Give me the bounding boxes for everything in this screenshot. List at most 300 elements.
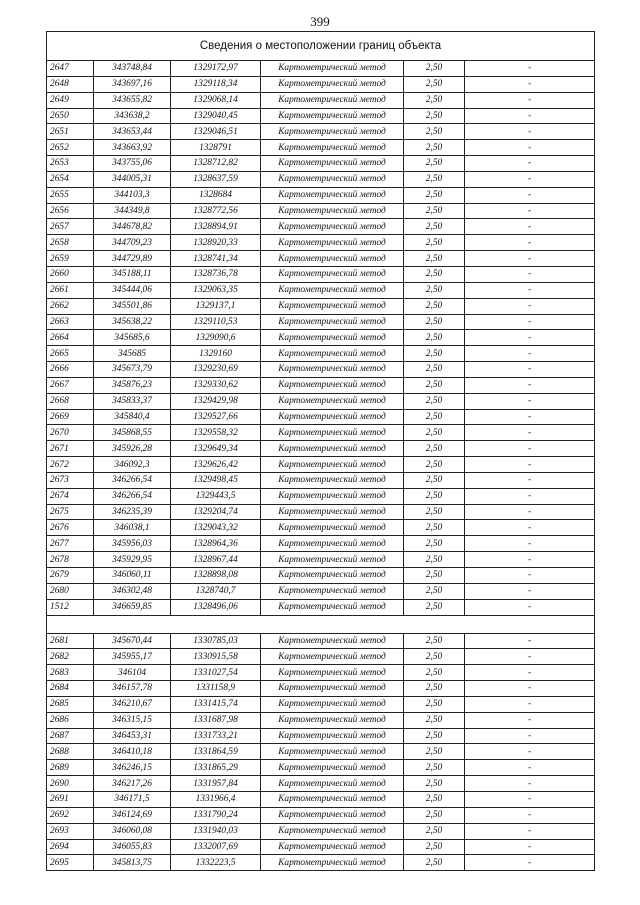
precision-cell: 2,50	[404, 712, 465, 728]
x-coordinate-cell: 344103,3	[94, 187, 171, 203]
point-number-cell: 2673	[47, 472, 94, 488]
method-cell: Картометрический метод	[261, 346, 404, 362]
precision-cell: 2,50	[404, 61, 465, 77]
method-cell: Картометрический метод	[261, 156, 404, 172]
point-number-cell: 2670	[47, 425, 94, 441]
method-cell: Картометрический метод	[261, 504, 404, 520]
method-cell: Картометрический метод	[261, 108, 404, 124]
precision-cell: 2,50	[404, 536, 465, 552]
method-cell: Картометрический метод	[261, 187, 404, 203]
table-row	[47, 536, 595, 552]
table-row	[47, 504, 595, 520]
description-cell: -	[465, 393, 595, 409]
point-number-cell: 2667	[47, 377, 94, 393]
precision-cell: 2,50	[404, 599, 465, 615]
description-cell: -	[465, 425, 595, 441]
y-coordinate-cell: 1329429,98	[171, 393, 261, 409]
point-number-cell: 2692	[47, 807, 94, 823]
x-coordinate-cell: 343655,82	[94, 92, 171, 108]
method-cell: Картометрический метод	[261, 839, 404, 855]
x-coordinate-cell: 343638,2	[94, 108, 171, 124]
method-cell: Картометрический метод	[261, 76, 404, 92]
y-coordinate-cell: 1331733,21	[171, 728, 261, 744]
y-coordinate-cell: 1329040,45	[171, 108, 261, 124]
y-coordinate-cell: 1328637,59	[171, 171, 261, 187]
method-cell: Картометрический метод	[261, 425, 404, 441]
x-coordinate-cell: 346210,67	[94, 696, 171, 712]
description-cell: -	[465, 140, 595, 156]
table-row	[47, 362, 595, 378]
point-number-cell: 2676	[47, 520, 94, 536]
point-number-cell: 2648	[47, 76, 94, 92]
x-coordinate-cell: 346266,54	[94, 472, 171, 488]
description-cell: -	[465, 61, 595, 77]
method-cell: Картометрический метод	[261, 520, 404, 536]
y-coordinate-cell: 1330915,58	[171, 649, 261, 665]
precision-cell: 2,50	[404, 441, 465, 457]
precision-cell: 2,50	[404, 760, 465, 776]
method-cell: Картометрический метод	[261, 140, 404, 156]
method-cell: Картометрический метод	[261, 377, 404, 393]
table-row	[47, 108, 595, 124]
x-coordinate-cell: 346092,3	[94, 457, 171, 473]
y-coordinate-cell: 1331790,24	[171, 807, 261, 823]
x-coordinate-cell: 345926,28	[94, 441, 171, 457]
y-coordinate-cell: 1329043,32	[171, 520, 261, 536]
method-cell: Картометрический метод	[261, 823, 404, 839]
y-coordinate-cell: 1329498,45	[171, 472, 261, 488]
precision-cell: 2,50	[404, 425, 465, 441]
description-cell: -	[465, 807, 595, 823]
x-coordinate-cell: 343697,16	[94, 76, 171, 92]
point-number-cell: 2691	[47, 791, 94, 807]
point-number-cell: 2688	[47, 744, 94, 760]
y-coordinate-cell: 1328964,36	[171, 536, 261, 552]
y-coordinate-cell: 1331027,54	[171, 665, 261, 681]
table-row	[47, 696, 595, 712]
method-cell: Картометрический метод	[261, 457, 404, 473]
table-row	[47, 776, 595, 792]
description-cell: -	[465, 219, 595, 235]
method-cell: Картометрический метод	[261, 472, 404, 488]
point-number-cell: 2682	[47, 649, 94, 665]
table-row	[47, 92, 595, 108]
group-separator	[47, 615, 595, 633]
point-number-cell: 2695	[47, 855, 94, 871]
precision-cell: 2,50	[404, 552, 465, 568]
method-cell: Картометрический метод	[261, 409, 404, 425]
point-number-cell: 2658	[47, 235, 94, 251]
precision-cell: 2,50	[404, 855, 465, 871]
description-cell: -	[465, 314, 595, 330]
method-cell: Картометрический метод	[261, 791, 404, 807]
point-number-cell: 2665	[47, 346, 94, 362]
precision-cell: 2,50	[404, 744, 465, 760]
description-cell: -	[465, 441, 595, 457]
method-cell: Картометрический метод	[261, 599, 404, 615]
description-cell: -	[465, 266, 595, 282]
y-coordinate-cell: 1328741,34	[171, 251, 261, 267]
table-row	[47, 744, 595, 760]
group-separator-row	[47, 615, 595, 633]
table-row	[47, 171, 595, 187]
precision-cell: 2,50	[404, 346, 465, 362]
x-coordinate-cell: 346171,5	[94, 791, 171, 807]
method-cell: Картометрический метод	[261, 665, 404, 681]
precision-cell: 2,50	[404, 568, 465, 584]
y-coordinate-cell: 1328712,82	[171, 156, 261, 172]
point-number-cell: 2651	[47, 124, 94, 140]
method-cell: Картометрический метод	[261, 393, 404, 409]
table-row	[47, 520, 595, 536]
table-row	[47, 251, 595, 267]
method-cell: Картометрический метод	[261, 855, 404, 871]
method-cell: Картометрический метод	[261, 362, 404, 378]
precision-cell: 2,50	[404, 362, 465, 378]
description-cell: -	[465, 649, 595, 665]
point-number-cell: 2657	[47, 219, 94, 235]
table-row	[47, 140, 595, 156]
point-number-cell: 2652	[47, 140, 94, 156]
table-row	[47, 282, 595, 298]
table-row	[47, 298, 595, 314]
point-number-cell: 2672	[47, 457, 94, 473]
point-number-cell: 2647	[47, 61, 94, 77]
description-cell: -	[465, 599, 595, 615]
x-coordinate-cell: 346453,31	[94, 728, 171, 744]
y-coordinate-cell: 1329063,35	[171, 282, 261, 298]
x-coordinate-cell: 343748,84	[94, 61, 171, 77]
table-row	[47, 219, 595, 235]
y-coordinate-cell: 1331865,29	[171, 760, 261, 776]
precision-cell: 2,50	[404, 472, 465, 488]
point-number-cell: 2683	[47, 665, 94, 681]
table-row	[47, 156, 595, 172]
y-coordinate-cell: 1329068,14	[171, 92, 261, 108]
y-coordinate-cell: 1332223,5	[171, 855, 261, 871]
table-row	[47, 76, 595, 92]
y-coordinate-cell: 1329160	[171, 346, 261, 362]
point-number-cell: 2687	[47, 728, 94, 744]
description-cell: -	[465, 330, 595, 346]
x-coordinate-cell: 345501,86	[94, 298, 171, 314]
precision-cell: 2,50	[404, 649, 465, 665]
table-row	[47, 425, 595, 441]
description-cell: -	[465, 457, 595, 473]
description-cell: -	[465, 156, 595, 172]
description-cell: -	[465, 124, 595, 140]
table-row	[47, 457, 595, 473]
description-cell: -	[465, 76, 595, 92]
point-number-cell: 2662	[47, 298, 94, 314]
description-cell: -	[465, 791, 595, 807]
description-cell: -	[465, 583, 595, 599]
table-row	[47, 330, 595, 346]
description-cell: -	[465, 298, 595, 314]
y-coordinate-cell: 1328894,91	[171, 219, 261, 235]
x-coordinate-cell: 346055,83	[94, 839, 171, 855]
point-number-cell: 2655	[47, 187, 94, 203]
precision-cell: 2,50	[404, 457, 465, 473]
point-number-cell: 2674	[47, 488, 94, 504]
x-coordinate-cell: 346410,18	[94, 744, 171, 760]
point-number-cell: 2666	[47, 362, 94, 378]
description-cell: -	[465, 108, 595, 124]
y-coordinate-cell: 1331966,4	[171, 791, 261, 807]
x-coordinate-cell: 344005,31	[94, 171, 171, 187]
x-coordinate-cell: 345840,4	[94, 409, 171, 425]
point-number-cell: 2677	[47, 536, 94, 552]
description-cell: -	[465, 472, 595, 488]
description-cell: -	[465, 823, 595, 839]
precision-cell: 2,50	[404, 282, 465, 298]
table-row	[47, 855, 595, 871]
y-coordinate-cell: 1328898,08	[171, 568, 261, 584]
description-cell: -	[465, 552, 595, 568]
precision-cell: 2,50	[404, 235, 465, 251]
table-row	[47, 583, 595, 599]
method-cell: Картометрический метод	[261, 696, 404, 712]
precision-cell: 2,50	[404, 776, 465, 792]
x-coordinate-cell: 346659,85	[94, 599, 171, 615]
precision-cell: 2,50	[404, 314, 465, 330]
description-cell: -	[465, 696, 595, 712]
table-row	[47, 552, 595, 568]
method-cell: Картометрический метод	[261, 728, 404, 744]
y-coordinate-cell: 1330785,03	[171, 633, 261, 649]
table-row	[47, 633, 595, 649]
precision-cell: 2,50	[404, 108, 465, 124]
x-coordinate-cell: 345956,03	[94, 536, 171, 552]
point-number-cell: 2661	[47, 282, 94, 298]
precision-cell: 2,50	[404, 409, 465, 425]
table-row	[47, 488, 595, 504]
table-row	[47, 124, 595, 140]
x-coordinate-cell: 345833,37	[94, 393, 171, 409]
x-coordinate-cell: 346246,15	[94, 760, 171, 776]
precision-cell: 2,50	[404, 266, 465, 282]
y-coordinate-cell: 1329118,34	[171, 76, 261, 92]
x-coordinate-cell: 345673,79	[94, 362, 171, 378]
y-coordinate-cell: 1328772,56	[171, 203, 261, 219]
method-cell: Картометрический метод	[261, 488, 404, 504]
x-coordinate-cell: 344349,8	[94, 203, 171, 219]
y-coordinate-cell: 1328496,06	[171, 599, 261, 615]
method-cell: Картометрический метод	[261, 583, 404, 599]
table-row	[47, 665, 595, 681]
precision-cell: 2,50	[404, 92, 465, 108]
y-coordinate-cell: 1331864,59	[171, 744, 261, 760]
precision-cell: 2,50	[404, 156, 465, 172]
method-cell: Картометрический метод	[261, 203, 404, 219]
description-cell: -	[465, 92, 595, 108]
table-row	[47, 839, 595, 855]
table-row	[47, 393, 595, 409]
precision-cell: 2,50	[404, 696, 465, 712]
method-cell: Картометрический метод	[261, 760, 404, 776]
method-cell: Картометрический метод	[261, 61, 404, 77]
table-row	[47, 568, 595, 584]
precision-cell: 2,50	[404, 124, 465, 140]
table-row	[47, 599, 595, 615]
table-row	[47, 472, 595, 488]
y-coordinate-cell: 1328967,44	[171, 552, 261, 568]
description-cell: -	[465, 839, 595, 855]
y-coordinate-cell: 1329046,51	[171, 124, 261, 140]
precision-cell: 2,50	[404, 171, 465, 187]
y-coordinate-cell: 1331687,98	[171, 712, 261, 728]
page-number: 399	[310, 14, 330, 29]
table-row	[47, 649, 595, 665]
description-cell: -	[465, 251, 595, 267]
x-coordinate-cell: 344729,89	[94, 251, 171, 267]
point-number-cell: 2679	[47, 568, 94, 584]
method-cell: Картометрический метод	[261, 266, 404, 282]
precision-cell: 2,50	[404, 520, 465, 536]
method-cell: Картометрический метод	[261, 92, 404, 108]
point-number-cell: 2693	[47, 823, 94, 839]
y-coordinate-cell: 1331957,84	[171, 776, 261, 792]
method-cell: Картометрический метод	[261, 681, 404, 697]
precision-cell: 2,50	[404, 330, 465, 346]
y-coordinate-cell: 1328920,33	[171, 235, 261, 251]
description-cell: -	[465, 171, 595, 187]
x-coordinate-cell: 343755,06	[94, 156, 171, 172]
x-coordinate-cell: 345685,6	[94, 330, 171, 346]
y-coordinate-cell: 1331940,03	[171, 823, 261, 839]
x-coordinate-cell: 346235,39	[94, 504, 171, 520]
description-cell: -	[465, 665, 595, 681]
x-coordinate-cell: 345929,95	[94, 552, 171, 568]
description-cell: -	[465, 504, 595, 520]
x-coordinate-cell: 345813,75	[94, 855, 171, 871]
x-coordinate-cell: 346104	[94, 665, 171, 681]
y-coordinate-cell: 1328791	[171, 140, 261, 156]
x-coordinate-cell: 346315,15	[94, 712, 171, 728]
precision-cell: 2,50	[404, 728, 465, 744]
y-coordinate-cell: 1331415,74	[171, 696, 261, 712]
precision-cell: 2,50	[404, 377, 465, 393]
point-number-cell: 2668	[47, 393, 94, 409]
precision-cell: 2,50	[404, 187, 465, 203]
point-number-cell: 2689	[47, 760, 94, 776]
description-cell: -	[465, 536, 595, 552]
y-coordinate-cell: 1329558,32	[171, 425, 261, 441]
precision-cell: 2,50	[404, 203, 465, 219]
method-cell: Картометрический метод	[261, 124, 404, 140]
x-coordinate-cell: 345876,23	[94, 377, 171, 393]
point-number-cell: 2681	[47, 633, 94, 649]
x-coordinate-cell: 346302,48	[94, 583, 171, 599]
method-cell: Картометрический метод	[261, 649, 404, 665]
x-coordinate-cell: 346038,1	[94, 520, 171, 536]
y-coordinate-cell: 1329649,34	[171, 441, 261, 457]
point-number-cell: 2685	[47, 696, 94, 712]
coordinates-table	[46, 31, 595, 871]
method-cell: Картометрический метод	[261, 219, 404, 235]
point-number-cell: 2675	[47, 504, 94, 520]
y-coordinate-cell: 1329527,66	[171, 409, 261, 425]
point-number-cell: 2649	[47, 92, 94, 108]
precision-cell: 2,50	[404, 393, 465, 409]
y-coordinate-cell: 1329626,42	[171, 457, 261, 473]
description-cell: -	[465, 488, 595, 504]
precision-cell: 2,50	[404, 251, 465, 267]
x-coordinate-cell: 345444,06	[94, 282, 171, 298]
description-cell: -	[465, 776, 595, 792]
x-coordinate-cell: 343653,44	[94, 124, 171, 140]
precision-cell: 2,50	[404, 140, 465, 156]
x-coordinate-cell: 346124,69	[94, 807, 171, 823]
description-cell: -	[465, 568, 595, 584]
point-number-cell: 2663	[47, 314, 94, 330]
x-coordinate-cell: 346060,08	[94, 823, 171, 839]
method-cell: Картометрический метод	[261, 235, 404, 251]
y-coordinate-cell: 1328736,78	[171, 266, 261, 282]
point-number-cell: 2694	[47, 839, 94, 855]
method-cell: Картометрический метод	[261, 171, 404, 187]
precision-cell: 2,50	[404, 839, 465, 855]
y-coordinate-cell: 1329443,5	[171, 488, 261, 504]
precision-cell: 2,50	[404, 791, 465, 807]
y-coordinate-cell: 1328740,7	[171, 583, 261, 599]
table-row	[47, 266, 595, 282]
precision-cell: 2,50	[404, 219, 465, 235]
precision-cell: 2,50	[404, 298, 465, 314]
y-coordinate-cell: 1329090,6	[171, 330, 261, 346]
point-number-cell: 2653	[47, 156, 94, 172]
description-cell: -	[465, 282, 595, 298]
table-row	[47, 791, 595, 807]
table-row	[47, 823, 595, 839]
x-coordinate-cell: 346217,26	[94, 776, 171, 792]
method-cell: Картометрический метод	[261, 712, 404, 728]
description-cell: -	[465, 409, 595, 425]
x-coordinate-cell: 345638,22	[94, 314, 171, 330]
table-row	[47, 187, 595, 203]
table-row	[47, 203, 595, 219]
method-cell: Картометрический метод	[261, 633, 404, 649]
description-cell: -	[465, 681, 595, 697]
precision-cell: 2,50	[404, 76, 465, 92]
precision-cell: 2,50	[404, 504, 465, 520]
description-cell: -	[465, 520, 595, 536]
table-row	[47, 409, 595, 425]
method-cell: Картометрический метод	[261, 251, 404, 267]
method-cell: Картометрический метод	[261, 536, 404, 552]
point-number-cell: 2669	[47, 409, 94, 425]
description-cell: -	[465, 346, 595, 362]
point-number-cell: 2678	[47, 552, 94, 568]
method-cell: Картометрический метод	[261, 744, 404, 760]
point-number-cell: 2654	[47, 171, 94, 187]
point-number-cell: 1512	[47, 599, 94, 615]
x-coordinate-cell: 345670,44	[94, 633, 171, 649]
coordinates-table-frame	[46, 31, 594, 871]
point-number-cell: 2684	[47, 681, 94, 697]
method-cell: Картометрический метод	[261, 807, 404, 823]
description-cell: -	[465, 728, 595, 744]
description-cell: -	[465, 187, 595, 203]
method-cell: Картометрический метод	[261, 298, 404, 314]
table-row	[47, 377, 595, 393]
y-coordinate-cell: 1329137,1	[171, 298, 261, 314]
method-cell: Картометрический метод	[261, 282, 404, 298]
precision-cell: 2,50	[404, 633, 465, 649]
description-cell: -	[465, 362, 595, 378]
table-row	[47, 235, 595, 251]
table-row	[47, 728, 595, 744]
